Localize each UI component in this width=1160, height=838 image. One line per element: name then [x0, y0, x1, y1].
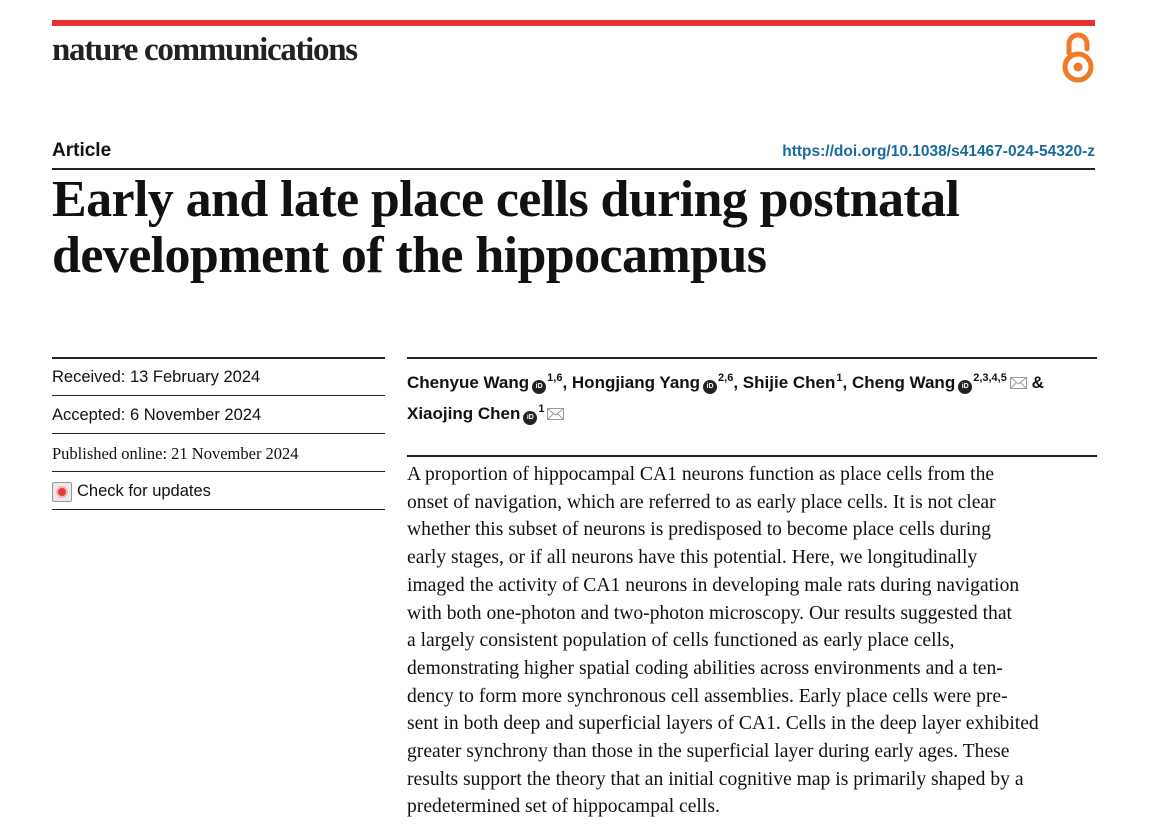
doi-link[interactable]: https://doi.org/10.1038/s41467-024-54320-z	[782, 143, 1095, 160]
orcid-icon[interactable]: iD	[523, 411, 537, 425]
abstract-line: demonstrating higher spatial coding abilities across environments and a ten-	[407, 657, 1003, 679]
abstract-line: predetermined set of hippocampal cells.	[407, 796, 720, 818]
published-date: Published online: 21 November 2024	[52, 434, 385, 472]
journal-accent-bar	[52, 20, 1095, 26]
article-type: Article	[52, 140, 112, 161]
author-name: Cheng Wang	[851, 373, 956, 392]
author-name: Chenyue Wang	[407, 373, 530, 392]
author[interactable]	[852, 373, 1027, 392]
check-updates-icon	[52, 482, 72, 502]
orcid-icon[interactable]: iD	[958, 380, 972, 394]
check-updates-button[interactable]	[52, 472, 385, 510]
orcid-icon[interactable]: iD	[532, 380, 546, 394]
authors-top-divider	[407, 357, 1097, 359]
abstract-line: dency to form more synchronous cell assemblies. Early place cells were pre-	[407, 685, 1008, 707]
author[interactable]	[572, 373, 733, 392]
abstract-line: sent in both deep and superficial layers of CA1. Cells in the deep layer exhibited	[407, 713, 1039, 735]
email-icon[interactable]	[547, 408, 564, 420]
author-affiliation: 2,6	[718, 372, 734, 384]
author-name: Hongjiang Yang	[571, 373, 701, 392]
abstract-top-divider	[407, 455, 1097, 457]
orcid-icon[interactable]: iD	[703, 380, 717, 394]
author-name: Xiaojing Chen	[407, 404, 521, 423]
email-icon[interactable]	[1010, 377, 1027, 389]
journal-name: nature communications	[52, 32, 357, 68]
author-affiliation: 1,6	[547, 372, 563, 384]
header-divider	[52, 168, 1095, 170]
article-dates	[52, 358, 385, 510]
abstract-line: A proportion of hippocampal CA1 neurons function as place cells from the	[407, 464, 995, 485]
author-affiliation: 1	[836, 372, 843, 384]
author-affiliation: 2,3,4,5	[973, 372, 1007, 384]
abstract-line: greater synchrony than those in the superficial layer during early ages. These	[407, 741, 1010, 763]
abstract-line: with both one-photon and two-photon microscopy. Our results suggested that	[407, 602, 1012, 624]
open-access-icon	[1060, 30, 1096, 84]
accepted-date: Accepted: 6 November 2024	[52, 396, 385, 434]
abstract-line: results support the theory that an initial cognitive map is primarily shaped by a	[407, 768, 1024, 790]
author[interactable]	[407, 373, 562, 392]
abstract-line: imaged the activity of CA1 neurons in developing male rats during navigation	[407, 574, 1020, 596]
article-title: Early and late place cells during postnatal development of the hippocampus	[52, 171, 960, 284]
abstract-line: onset of navigation, which are referred to as early place cells. It is not clear	[407, 491, 996, 513]
author-affiliation: 1	[538, 403, 545, 415]
check-updates-label: Check for updates	[77, 482, 211, 500]
abstract-line: early stages, or if all neurons have this potential. Here, we longitudinally	[407, 547, 978, 569]
abstract-line: a largely consistent population of cells functioned as early place cells,	[407, 630, 955, 652]
author[interactable]	[407, 404, 564, 423]
received-date: Received: 13 February 2024	[52, 358, 385, 396]
author[interactable]	[743, 373, 843, 392]
author-name: Shijie Chen	[742, 373, 836, 392]
author-list: Chenyue Wang iD$^{1,6}$, Hongjiang Yang iD$^{2,6}$, Shijie Chen$^1$, Cheng Wang iD$^{2,3,4,5}$ & Xiaojing Chen iD$^1$	[407, 372, 1044, 423]
abstract	[407, 461, 1097, 821]
abstract-line: whether this subset of neurons is predisposed to become place cells during	[407, 519, 991, 541]
